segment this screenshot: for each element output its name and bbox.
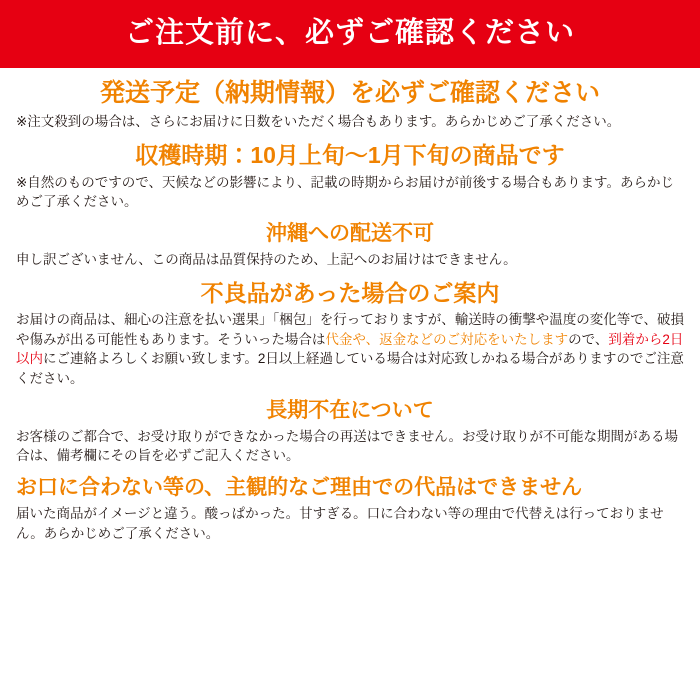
body-text-highlight-refund: 代金や、返金などのご対応をいたします (325, 331, 569, 347)
section-heading: 発送予定（納期情報）を必ずご確認ください (99, 79, 600, 107)
notice-sections-container (0, 68, 700, 543)
section-body (16, 310, 684, 388)
body-text: お届けの商品は、細心の注意を払い選果」「梱包」を行っておりますが、輸送時の衝撃や温度の変化等で、破損や傷みが出る可能性もあります。そういった場合は (16, 312, 684, 347)
notice-section-shipping (16, 78, 684, 132)
body-text: ので、 (568, 331, 609, 347)
body-text-highlight-deadline: 到着から2日以内 (16, 331, 684, 367)
body-text: 届いた商品がイメージと違う。酸っぱかった。甘すぎる。口に合わない等の理由で代替えは行っておりません。あらかじめご了承ください。 (16, 506, 664, 541)
notice-section-defective-items (16, 279, 684, 389)
page-header-banner (0, 0, 700, 68)
notice-section-subjective-taste (16, 475, 684, 543)
section-body (16, 504, 684, 543)
notice-section-long-absence (16, 398, 684, 466)
section-body (16, 173, 684, 212)
section-body (16, 250, 684, 270)
section-heading: 長期不在について (266, 398, 434, 422)
body-text: ※自然のものですので、天候などの影響により、記載の時期からお届けが前後する場合もあります。あらかじめご了承ください。 (16, 174, 674, 210)
section-heading: 不良品があった場合のご案内 (200, 279, 500, 306)
section-heading: 沖縄への配送不可 (266, 221, 434, 245)
section-heading: お口に合わない等の、主観的なご理由での代品はできません (16, 475, 583, 499)
section-heading: 収穫時期：10月上旬〜1月下旬の商品です (135, 141, 565, 168)
section-body (16, 427, 684, 466)
body-text: お客様のご都合で、お受け取りができなかった場合の再送はできません。お受け取りが不可能な期間がある場合は、備考欄にその旨を必ずご記入ください。 (16, 428, 679, 464)
body-text: ※注文殺到の場合は、さらにお届けに日数をいただく場合もあります。あらかじめご了承ください。 (16, 114, 621, 130)
section-body (16, 112, 684, 132)
body-text: にご連絡よろしくお願い致します。2日以上経過している場合は対応致しかねる場合がありますのでご注意ください。 (16, 351, 684, 386)
page-title: ご注文前に、必ずご確認ください (124, 17, 575, 50)
notice-section-okinawa-no-delivery (16, 221, 684, 270)
notice-section-harvest-period (16, 141, 684, 212)
body-text: 申し訳ございません、この商品は品質保持のため、上記へのお届けはできません。 (16, 251, 517, 267)
